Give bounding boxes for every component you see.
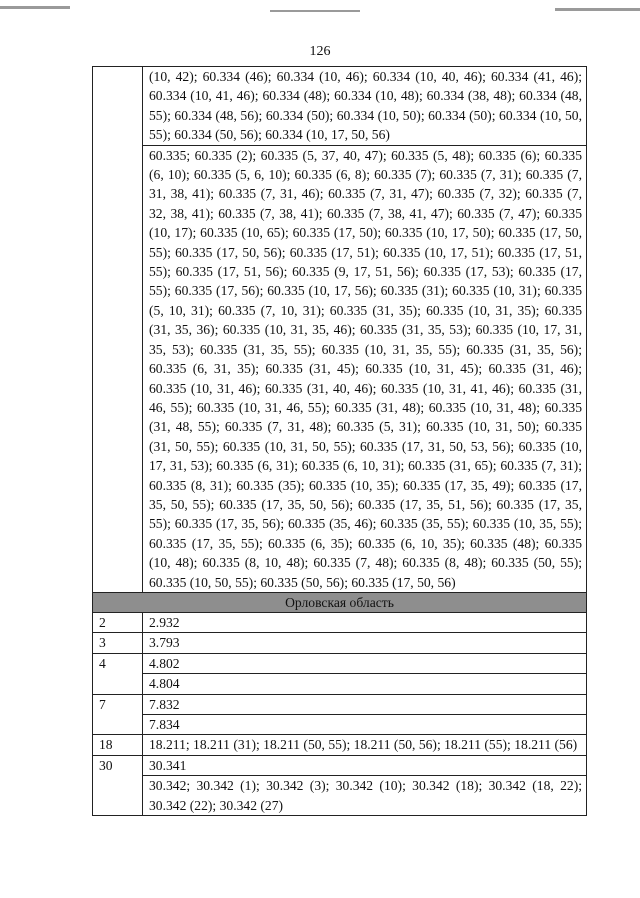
codes-table [92, 66, 587, 816]
codes-cell: 7.834 [143, 715, 587, 735]
codes-cell: 18.211; 18.211 (31); 18.211 (50, 55); 18.211 (50, 56); 18.211 (55); 18.211 (56) [143, 735, 587, 755]
table-row [93, 612, 587, 632]
table-row [93, 715, 587, 735]
page-number: 126 [309, 44, 331, 59]
codes-cell: 2.932 [143, 612, 587, 632]
codes-cell: (10, 42); 60.334 (46); 60.334 (10, 46); 60.334 (10, 40, 46); 60.334 (41, 46); 60.334 (10, 41, 46); 60.334 (48); 60.334 (10, 48); 60.334 (38, 48); 60.334 (48, 55); 60.334 (48, 56); 60.334 (50); 60.334 (10, 50); 60.334 (50); 60.334 (10, 50, 55); 60.334 (50, 56); 60.334 (10, 17, 50, 56) [143, 67, 587, 146]
codes-cell: 4.804 [143, 674, 587, 694]
table-row [93, 694, 587, 714]
table-row [93, 653, 587, 673]
region-heading-text: Орловская область [285, 594, 394, 610]
row-number-cell: 30 [93, 755, 143, 815]
codes-cell: 30.341 [143, 755, 587, 775]
table-row [93, 674, 587, 694]
region-heading-row [93, 592, 587, 612]
row-number-cell [93, 67, 143, 593]
codes-cell: 7.832 [143, 694, 587, 714]
scan-artifact [555, 8, 640, 11]
table-row [93, 145, 587, 592]
codes-cell: 60.335; 60.335 (2); 60.335 (5, 37, 40, 47); 60.335 (5, 48); 60.335 (6); 60.335 (6, 10); 60.335 (5, 6, 10); 60.335 (6, 8); 60.335 (7); 60.335 (7, 31); 60.335 (7, 31, 38, 41); 60.335 (7, 31, 46); 60.335 (7, 31, 47); 60.335 (7, 32); 60.335 (7, 32, 38, 41); 60.335 (7, 38, 41); 60.335 (7, 38, 41, 47); 60.335 (7, 47); 60.335 (10, 17); 60.335 (10, 65); 60.335 (17, 50); 60.335 (10, 17, 50); 60.335 (17, 50, 55); 60.335 (17, 50, 56); 60.335 (17, 51); 60.335 (10, 17, 51); 60.335 (17, 51, 55); 60.335 (17, 51, 56); 60.335 (9, 17, 51, 56); 60.335 (17, 53); 60.335 (17, 55); 60.335 (17, 56); 60.335 (10, 17, 56); 60.335 (31); 60.335 (10, 31); 60.335 (5, 10, 31); 60.335 (7, 10, 31); 60.335 (31, 35); 60.335 (10, 31, 35); 60.335 (31, 35, 36); 60.335 (10, 31, 35, 46); 60.335 (31, 35, 53); 60.335 (10, 17, 31, 35, 53); 60.335 (31, 35, 55); 60.335 (10, 31, 35, 55); 60.335 (31, 35, 56); 60.335 (6, 31, 35); 60.335 (31, 45); 60.335 (10, 31, 45); 60.335 (31, 46); 60.335 (10, 31, 46); 60.335 (31, 40, 46); 60.335 (10, 31, 41, 46); 60.335 (31, 46, 55); 60.335 (10, 31, 46, 55); 60.335 (31, 48); 60.335 (10, 31, 48); 60.335 (31, 48, 55); 60.335 (7, 31, 48); 60.335 (5, 31); 60.335 (10, 31, 50); 60.335 (31, 50, 55); 60.335 (10, 31, 50, 55); 60.335 (17, 31, 50, 53, 56); 60.335 (10, 17, 31, 53); 60.335 (6, 31); 60.335 (6, 10, 31); 60.335 (31, 65); 60.335 (7, 31); 60.335 (8, 31); 60.335 (35); 60.335 (10, 35); 60.335 (17, 35, 49); 60.335 (17, 35, 50, 55); 60.335 (17, 35, 50, 56); 60.335 (17, 35, 51, 56); 60.335 (17, 35, 55); 60.335 (17, 35, 56); 60.335 (35, 46); 60.335 (35, 55); 60.335 (10, 35, 55); 60.335 (17, 35, 55); 60.335 (6, 35); 60.335 (6, 10, 35); 60.335 (48); 60.335 (10, 48); 60.335 (8, 10, 48); 60.335 (7, 48); 60.335 (8, 48); 60.335 (50, 55); 60.335 (10, 50, 55); 60.335 (50, 56); 60.335 (17, 50, 56) [143, 145, 587, 592]
region-heading [93, 592, 587, 612]
table-row [93, 735, 587, 755]
scan-artifact [0, 6, 70, 9]
codes-cell: 30.342; 30.342 (1); 30.342 (3); 30.342 (10); 30.342 (18); 30.342 (18, 22); 30.342 (22); 30.342 (27) [143, 776, 587, 816]
row-number-cell: 4 [93, 653, 143, 694]
row-number-cell: 7 [93, 694, 143, 735]
codes-cell: 3.793 [143, 633, 587, 653]
row-number-cell: 2 [93, 612, 143, 632]
row-number-cell: 18 [93, 735, 143, 755]
row-number-cell: 3 [93, 633, 143, 653]
table-row [93, 776, 587, 816]
table-row [93, 755, 587, 775]
table-row [93, 67, 587, 146]
table-row [93, 633, 587, 653]
scan-artifact [270, 10, 360, 12]
codes-cell: 4.802 [143, 653, 587, 673]
